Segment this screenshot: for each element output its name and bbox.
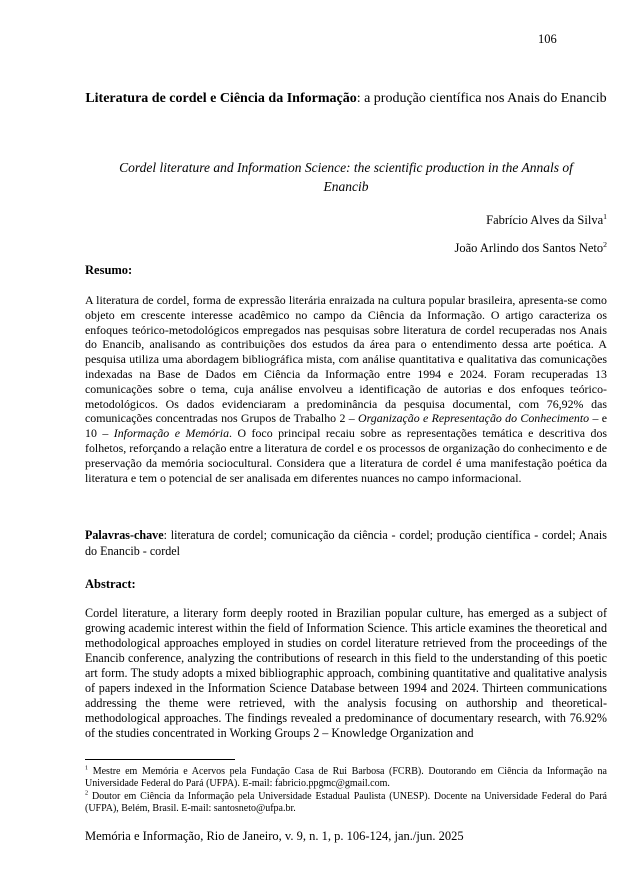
keywords: Palavras-chave: literatura de cordel; comunicação da ciência - cordel; produção científica - cordel; Anais do Enancib - cordel: [85, 528, 607, 558]
footnote-1-text: Mestre em Memória e Acervos pela Fundação Casa de Rui Barbosa (FCRB). Doutorando em Ciência da Informação na Universidade Federal do Pará (UFPA). E-mail: fabricio.ppgmc@gmail.com.: [85, 766, 607, 790]
footnote-2: [85, 791, 607, 816]
footnote-1: [85, 766, 607, 791]
journal-footer: Memória e Informação, Rio de Janeiro, v. 9, n. 1, p. 106-124, jan./jun. 2025: [85, 829, 464, 843]
footnote-1-number: 1: [85, 764, 89, 772]
footnote-2-number: 2: [85, 789, 89, 797]
resumo-paragraph: A literatura de cordel, forma de expressão literária enraizada na cultura popular brasileira, apresenta-se como objeto em crescente interesse acadêmico no campo da Ciência da Informação. O artigo caracteriza os enfoques teórico-metodológicos empregados nas pesquisas sobre literatura de cordel recuperadas nos Anais do Enancib, analisando as contribuições dos estudos da área para o entendimento dessa arte poética. A pesquisa utiliza uma abordagem bibliográfica mista, com análise quantitativa e qualitativa das comunicações indexadas na Base de Dados em Ciência da Informação entre 1994 e 2024. Foram recuperadas 13 comunicações sobre o tema, cuja análise envolveu a identificação de autorias e dos enfoques teórico-metodológicos. Os dados evidenciaram a predominância da pesquisa documental, com 76,92% das comunicações concentradas nos Grupos de Trabalho 2 – Organização e Representação do Conhecimento – e 10 – Informação e Memória. O foco principal recaiu sobre as representações temática e descritiva dos folhetos, reforçando a relação entre a literatura de cordel e os processos de organização do conhecimento e de preservação da memória sociocultural. Considera que a literatura de cordel é uma manifestação poética da literatura e tem o potencial de ser analisada em diferentes nuances no campo informacional.: [85, 293, 608, 485]
resumo-heading: Resumo:: [85, 263, 133, 277]
page-number: 106: [538, 32, 557, 46]
authors-block: [85, 206, 607, 262]
author-1-footnote-ref: 1: [603, 211, 607, 221]
footnote-separator-rule: [85, 759, 235, 760]
article-title-en-text: Cordel literature and Information Science: the scientific production in the Annals of Enancib: [119, 160, 573, 194]
article-title-pt: Literatura de cordel e Ciência da Informação: a produção científica nos Anais do Enancib: [85, 91, 607, 106]
author-1: Fabrício Alves da Silva$^1$: [486, 211, 607, 227]
article-title-en: [85, 158, 607, 196]
footnotes-block: [85, 766, 607, 816]
abstract-heading: Abstract:: [85, 577, 136, 591]
abstract-paragraph: Cordel literature, a literary form deeply rooted in Brazilian popular culture, has emerged as a subject of growing academic interest within the field of Information Science. This article examines the theoretical and methodological approaches employed in studies on cordel literature retrieved from the proceedings of the Enancib conference, analyzing the contributions of research in this field to the understanding of this poetic art form. The study adopts a mixed bibliographic approach, combining quantitative and qualitative analysis of papers indexed in the Information Science Database between 1994 and 2024. Thirteen communications addressing the theme were retrieved, with the analysis focusing on authorship and theoretical-methodological approaches. The findings revealed a predominance of documentary research, with 76.92% of the studies concentrated in Working Groups 2 – Knowledge Organization and: [85, 606, 607, 740]
author-2: João Arlindo dos Santos Neto$^2$: [454, 239, 607, 255]
author-2-footnote-ref: 2: [603, 239, 607, 249]
footnote-2-text: Doutor em Ciência da Informação pela Universidade Estadual Paulista (UNESP). Docente na Universidade Federal do Pará (UFPA), Belém, Brasil. E-mail: santosneto@ufpa.br.: [85, 790, 607, 815]
